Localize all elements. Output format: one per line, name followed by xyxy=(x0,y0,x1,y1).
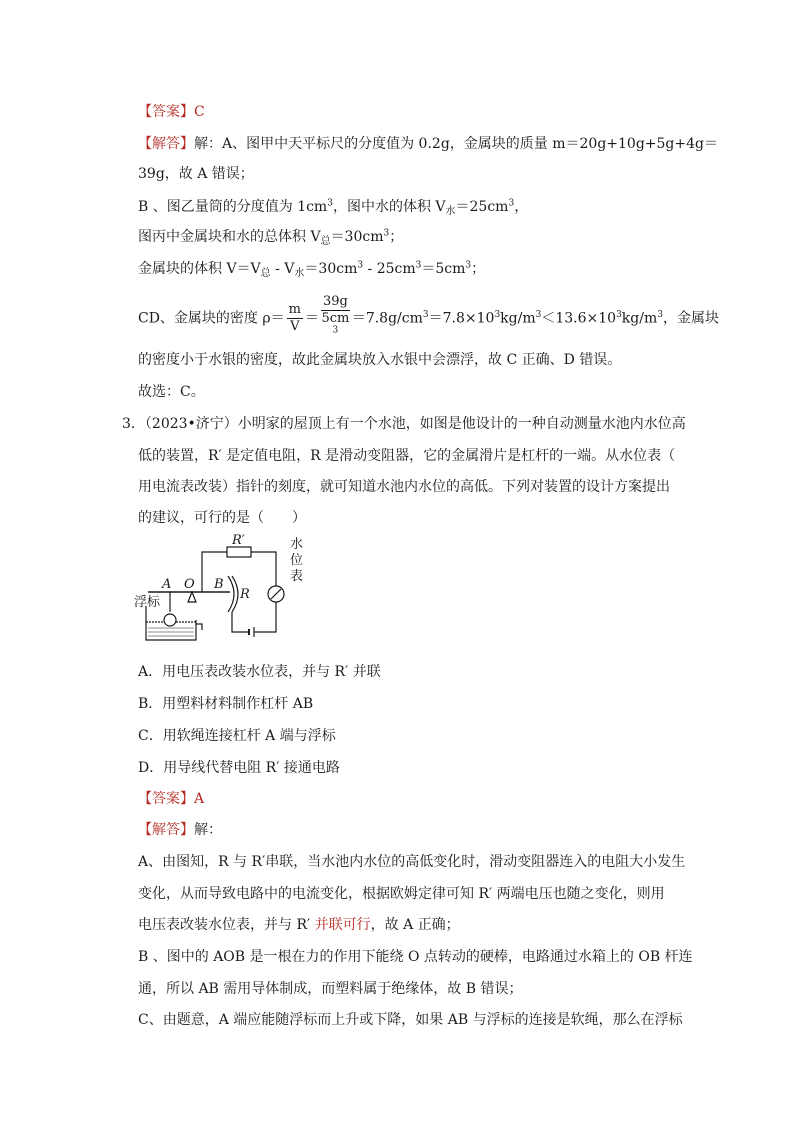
superscript: 3 xyxy=(327,198,333,209)
analysis-line: 39g，故 A 错误； xyxy=(138,166,254,182)
text-run: CD、金属块的密度 ρ＝ xyxy=(138,310,285,327)
wire xyxy=(232,612,249,632)
density-formula-line xyxy=(138,294,719,343)
question-text: （2023•济宁）小明家的屋顶上有一个水池，如图是他设计的一种自动测量水池内水位高 xyxy=(144,416,686,432)
analysis-label: 【解答】 xyxy=(138,136,194,152)
analysis-line: 故选：C。 xyxy=(138,384,205,400)
answer-label: 【答案】 xyxy=(138,791,194,807)
fraction-m-over-v xyxy=(287,302,303,335)
analysis-line xyxy=(138,197,528,219)
analysis-line: C、由题意，A 端应能随浮标而上升或下降，如果 AB 与浮标的连接是软绳，那么在浮标 xyxy=(138,1012,683,1028)
text-run: 金属块的体积 V＝V xyxy=(138,261,261,277)
analysis-label: 【解答】 xyxy=(138,822,194,838)
analysis-line: 通，所以 AB 需用导体制成，而塑料属于绝缘体，故 B 错误； xyxy=(138,981,523,997)
superscript: 3 xyxy=(415,260,422,271)
subscript: 总 xyxy=(320,236,331,247)
text-run: ＝7.8g/cm xyxy=(351,310,423,327)
text-run: ＝ xyxy=(304,310,319,327)
slide-resistor-r xyxy=(228,576,234,612)
label-meter-1: 水 xyxy=(290,537,304,552)
analysis-line xyxy=(138,259,485,281)
denominator xyxy=(321,311,350,343)
text-run: ，图中水的体积 V xyxy=(332,199,446,215)
text-run: kg/m xyxy=(500,310,536,327)
denominator: V xyxy=(290,319,300,334)
superscript: 3 xyxy=(332,325,339,336)
fraction-39g-over-5cm3 xyxy=(321,294,350,343)
text-run: ＝30cm xyxy=(330,229,384,245)
wire xyxy=(251,552,276,586)
text-run: B 、图乙量筒的分度值为 1cm xyxy=(138,199,328,215)
analysis-text: 解： xyxy=(194,822,222,838)
numerator: m xyxy=(288,302,301,317)
question-number: 3． xyxy=(122,416,145,432)
superscript: 3 xyxy=(535,309,542,320)
label-r: R xyxy=(240,587,250,602)
label-meter-3: 表 xyxy=(290,569,304,584)
label-r-prime: R′ xyxy=(232,534,245,548)
text-run: ， xyxy=(514,199,529,215)
analysis-line: 变化，从而导致电路中的电流变化，根据欧姆定律可知 R′ 两端电压也随之变化，则用 xyxy=(138,886,665,902)
analysis-line: B 、图中的 AOB 是一根在力的作用下能绕 O 点转动的硬棒，电路通过水箱上的 OB 杆连 xyxy=(138,949,693,965)
text-run: ＝5cm xyxy=(421,261,466,277)
text-run: ； xyxy=(471,261,486,277)
label-o: O xyxy=(184,577,195,592)
label-float: 浮标 xyxy=(134,595,161,610)
text-run: - V xyxy=(270,261,295,277)
fixed-resistor-r-prime xyxy=(227,547,251,557)
superscript: 3 xyxy=(357,260,364,271)
question-3-line xyxy=(122,414,686,434)
text-run: ＝7.8×10 xyxy=(428,310,495,327)
question-3-line: 低的装置，R′ 是定值电阻，R 是滑动变阻器，它的金属滑片是杠杆的一端。从水位表（ xyxy=(138,448,676,464)
answer-line-1 xyxy=(138,102,205,122)
superscript: 3 xyxy=(494,309,501,320)
numerator: 39g xyxy=(322,294,348,309)
subscript: 水 xyxy=(445,206,456,217)
text-run: ＝25cm xyxy=(455,199,509,215)
denominator-text: 5cm xyxy=(321,311,350,326)
superscript: 3 xyxy=(508,198,515,209)
question-3-line: 的建议，可行的是（ ） xyxy=(138,510,306,526)
slide-resistor-r-inner xyxy=(232,576,238,612)
label-b: B xyxy=(214,577,224,592)
superscript: 3 xyxy=(383,228,390,239)
option-a: A．用电压表改装水位表，并与 R′ 并联 xyxy=(138,664,381,680)
water-hatching xyxy=(148,628,194,636)
analysis-line: 的密度小于水银的密度，故此金属块放入水银中会漂浮，故 C 正确、D 错误。 xyxy=(138,352,622,368)
analysis-line xyxy=(138,227,403,249)
analysis-line xyxy=(138,915,460,935)
text-run: - 25cm xyxy=(363,261,416,277)
superscript: 3 xyxy=(616,309,622,320)
text-run: ； xyxy=(389,229,404,245)
highlighted-text: 并联可行 xyxy=(310,917,371,933)
option-b: B．用塑料材料制作杠杆 AB xyxy=(138,696,314,712)
answer-line-3 xyxy=(138,789,204,809)
question-3-line: 用电流表改装）指针的刻度，就可知道水池内水位的高低。下列对装置的设计方案提出 xyxy=(138,479,670,495)
water-level-circuit-diagram xyxy=(132,534,312,652)
text-run: ＝30cm xyxy=(304,261,358,277)
float-icon xyxy=(164,614,176,626)
text-run: 电压表改装水位表，并与 R′ xyxy=(138,917,311,933)
answer-label: 【答案】 xyxy=(138,104,194,120)
subscript: 总 xyxy=(260,268,271,279)
text-run: ＜13.6×10 xyxy=(541,310,617,327)
answer-value: A xyxy=(194,791,205,807)
text-run: kg/m xyxy=(621,310,658,327)
meter-needle xyxy=(271,589,281,599)
superscript: 3 xyxy=(422,309,429,320)
label-meter-2: 位 xyxy=(290,553,304,568)
outlet-pipe xyxy=(196,624,202,630)
text-run: 图丙中金属块和水的总体积 V xyxy=(138,229,321,245)
analysis-line xyxy=(138,134,718,154)
analysis-line xyxy=(138,820,222,840)
superscript: 3 xyxy=(657,309,663,320)
text-run: ，金属块 xyxy=(662,310,719,327)
analysis-text: 解：A、图甲中天平标尺的分度值为 0.2g，金属块的质量 m＝20g+10g+5g+4g＝ xyxy=(194,136,718,152)
option-d: D．用导线代替电阻 R′ 接通电路 xyxy=(138,760,340,776)
pivot-o xyxy=(188,592,196,602)
option-c: C．用软绳连接杠杆 A 端与浮标 xyxy=(138,728,336,744)
text-run: ，故 A 正确； xyxy=(370,917,460,933)
superscript: 3 xyxy=(465,260,472,271)
wire xyxy=(254,602,276,632)
label-a: A xyxy=(162,577,172,592)
answer-value: C xyxy=(194,104,205,120)
subscript: 水 xyxy=(294,268,305,279)
analysis-line: A、由图知，R 与 R′串联，当水池内水位的高低变化时，滑动变阻器连入的电阻大小发生 xyxy=(138,854,686,870)
